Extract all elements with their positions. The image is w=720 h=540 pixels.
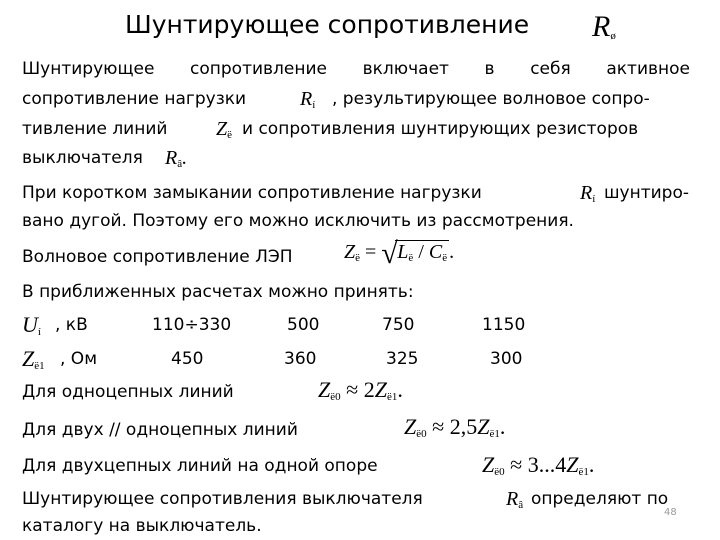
table-row2-val4: 300 <box>490 349 523 369</box>
para1-line2-a: сопротивление нагрузки <box>22 89 247 109</box>
para2-line1-a: При коротком замыкании сопротивление нагрузки <box>22 183 482 203</box>
para1-line2-b: , результирующее волновое сопро- <box>332 89 650 109</box>
slide-title <box>125 10 529 39</box>
table-row2-symbol: $Z_{ë1}$ <box>22 346 45 372</box>
para2-line1-b: шунтиро- <box>604 183 690 203</box>
table-row1-val3: 750 <box>382 315 415 335</box>
table-row1-val4: 1150 <box>482 315 526 335</box>
table-row1-unit: , кВ <box>55 315 88 335</box>
table-row2-val1: 450 <box>171 349 204 369</box>
table-row1-val1: 110÷330 <box>152 315 232 335</box>
table-row1-symbol: $U_í$ <box>22 312 41 338</box>
table-row2-unit: , Ом <box>60 349 98 369</box>
para1-line4-a: выключателя <box>22 148 143 168</box>
title-symbol: $R_ø$ <box>592 10 616 43</box>
last-line2: каталогу на выключатель. <box>22 516 262 536</box>
case1-formula: $Z_{ë0} \approx 2Z_{ë1}$. <box>318 377 403 403</box>
page-number: 48 <box>664 507 677 518</box>
sqrt-radical: √ $L_ë / C_ë$ <box>381 237 448 270</box>
symbol-r-switch-2: $R_â$ <box>506 488 524 511</box>
approx-text: В приближенных расчетах можно принять: <box>22 282 414 302</box>
last-line1-b: определяют по <box>531 489 669 509</box>
symbol-r-switch: $R_â$. <box>165 147 188 170</box>
para1-line3-a: тивление линий <box>22 119 168 139</box>
symbol-r-load-2: $R_í$ <box>580 182 596 205</box>
para1-line3-b: и сопротивления шунтирующих резисторов <box>242 119 639 139</box>
title-text: Шунтирующее сопротивление <box>125 10 530 39</box>
symbol-z-line: $Z_ë$ <box>216 118 233 141</box>
para2-line2: вано дугой. Поэтому его можно исключить из рассмотрения. <box>22 211 574 231</box>
table-row1-val2: 500 <box>287 315 320 335</box>
para1-line1: Шунтирующее сопротивление включает в себя активное <box>22 59 690 79</box>
symbol-r-load: $R_í$ <box>300 88 316 111</box>
table-row2-val2: 360 <box>284 349 317 369</box>
case3-formula: $Z_{ë0} \approx 3...4Z_{ë1}$. <box>482 452 595 478</box>
case2-text: Для двух // одноцепных линий <box>22 420 298 440</box>
last-line1-a: Шунтирующее сопротивления выключателя <box>22 489 423 509</box>
wave-impedance-text: Волновое сопротивление ЛЭП <box>22 247 293 267</box>
case3-text: Для двухцепных линий на одной опоре <box>22 456 378 476</box>
case2-formula: $Z_{ë0} \approx 2,5Z_{ë1}$. <box>404 414 506 440</box>
case1-text: Для одноцепных линий <box>22 382 234 402</box>
table-row2-val3: 325 <box>386 349 419 369</box>
wave-impedance-formula: $Z_ë$ = √ $L_ë / C_ë$ . <box>344 237 455 270</box>
